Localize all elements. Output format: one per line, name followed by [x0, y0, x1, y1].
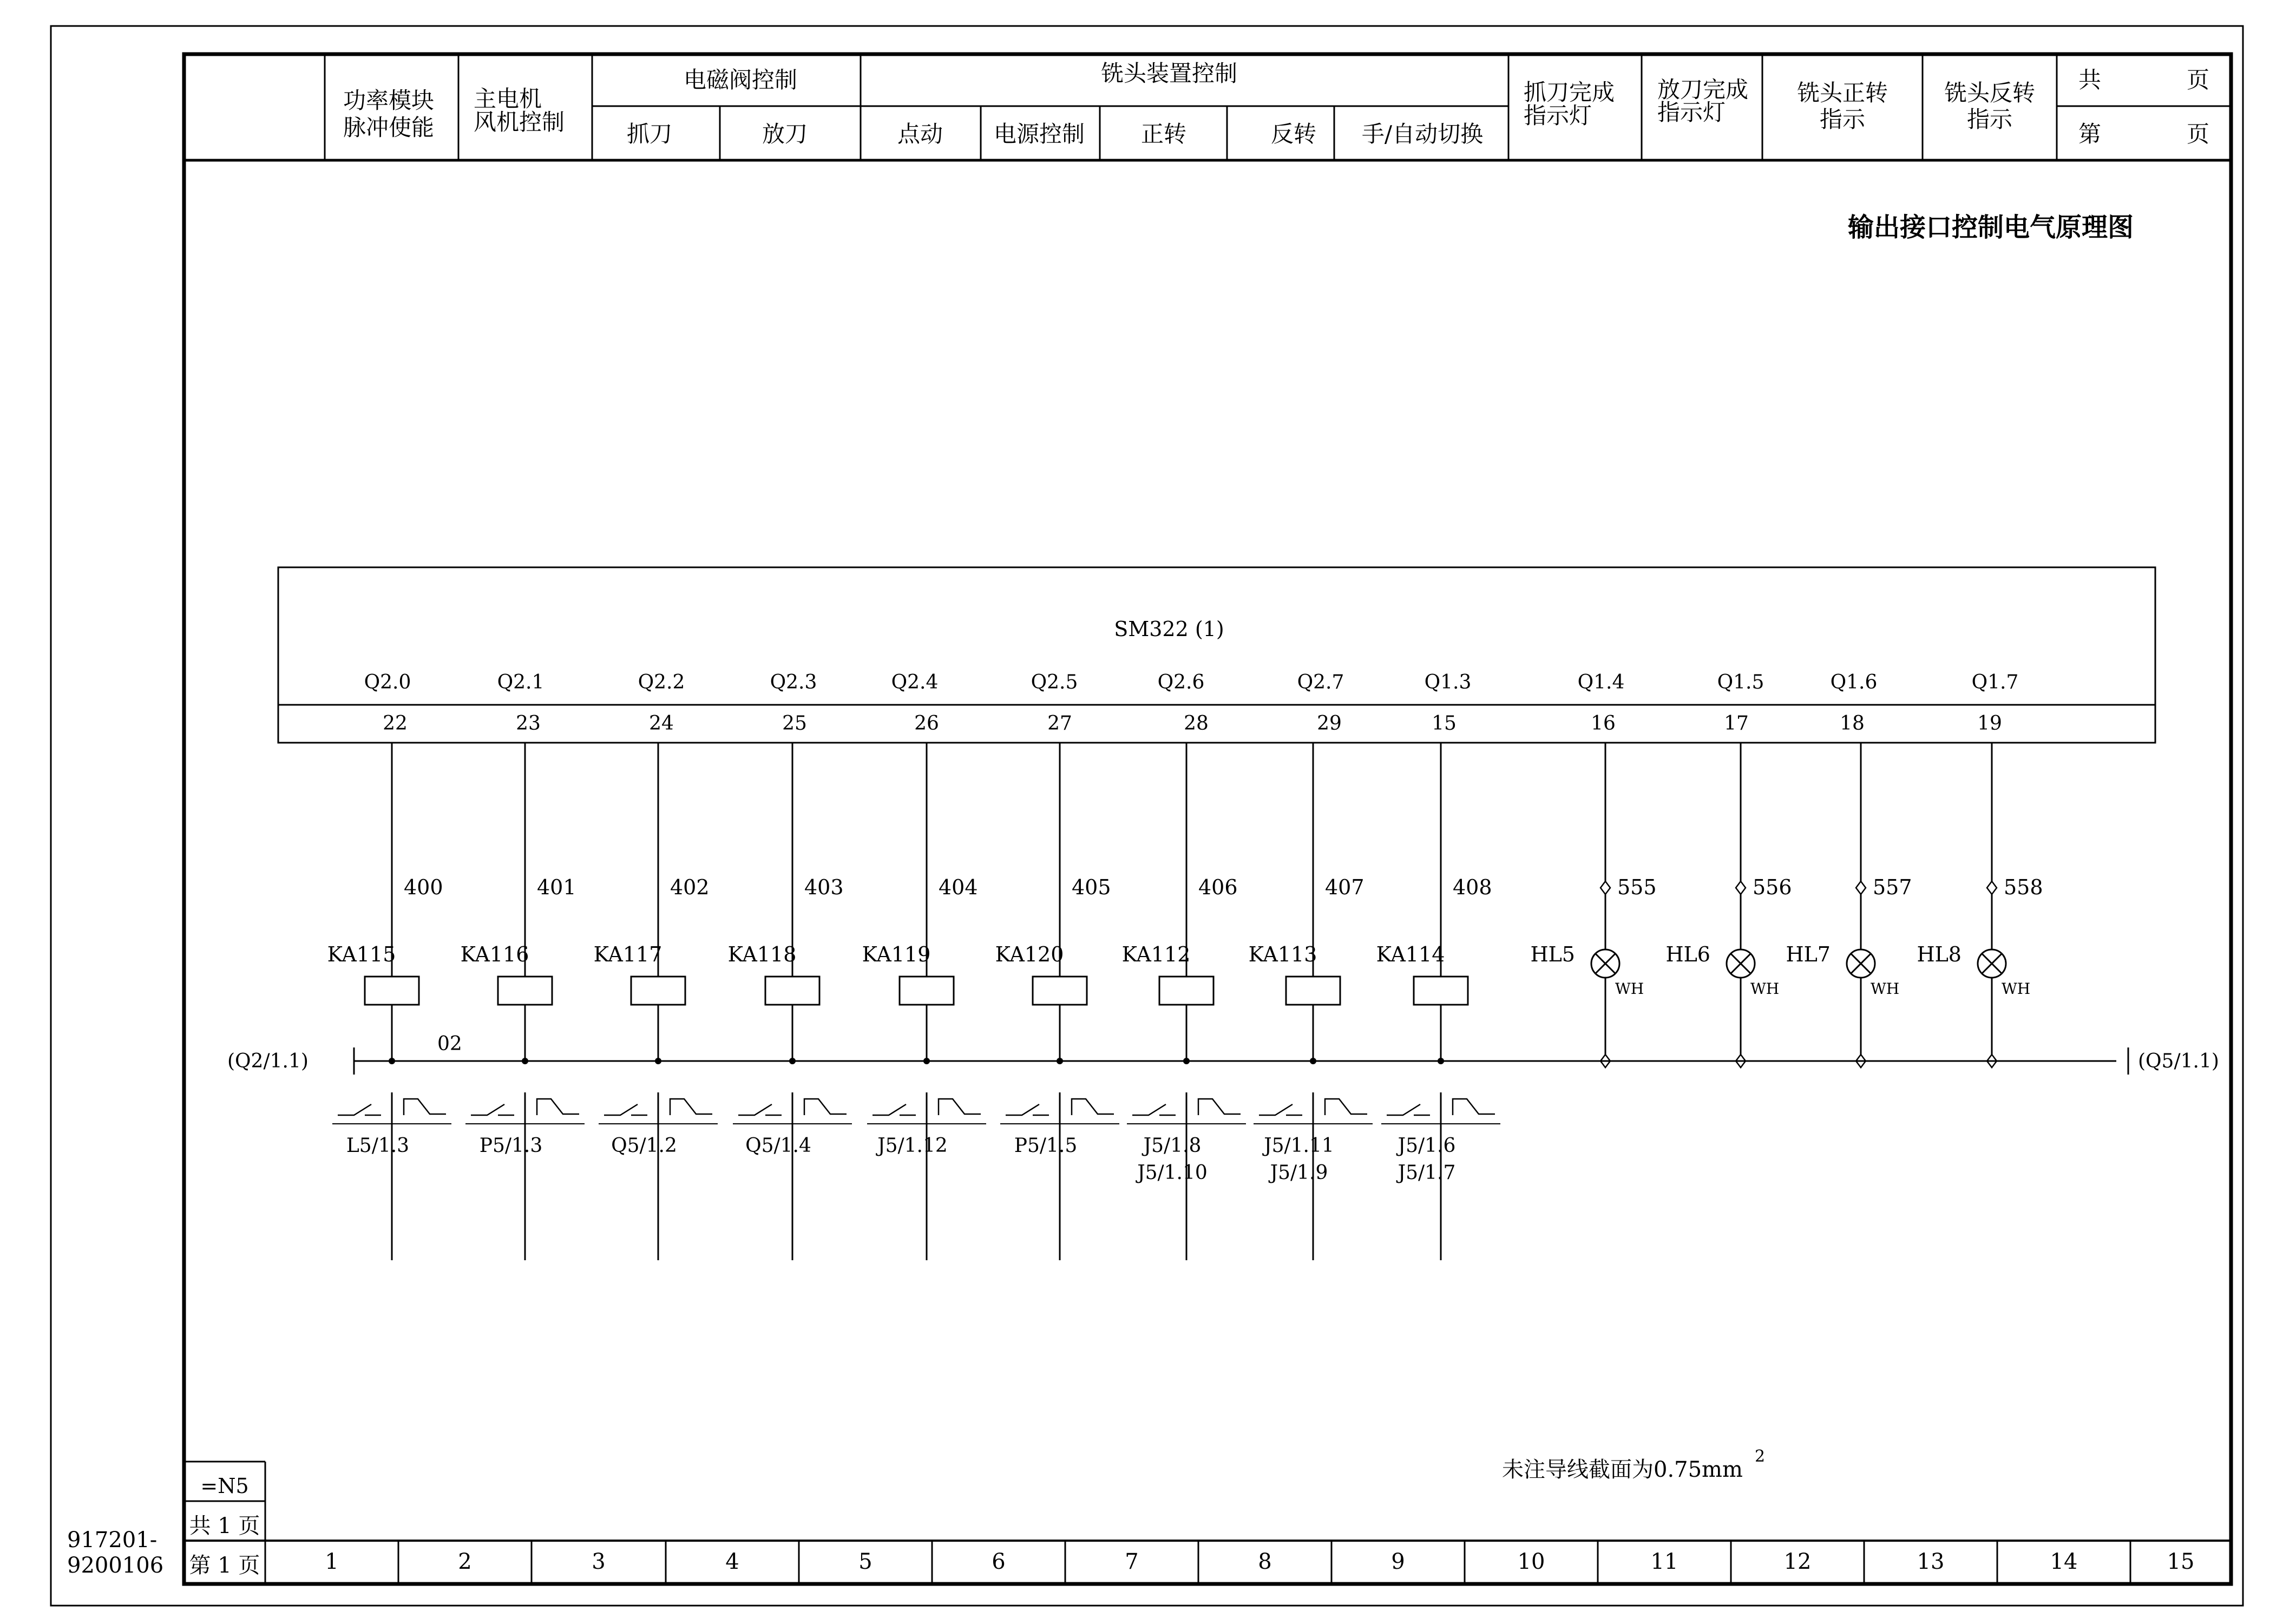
header-jog: 点动	[897, 121, 943, 147]
drawing-frame	[184, 54, 2231, 1584]
relay-coil	[631, 977, 685, 1005]
relay-coil	[1159, 977, 1213, 1005]
relay-contact-ref: J5/1.8	[1143, 1135, 1202, 1157]
plc-output-pin: 22	[383, 712, 408, 735]
terminal-diamond	[1987, 881, 1997, 894]
relay-coil	[365, 977, 419, 1005]
column-number: 5	[858, 1549, 873, 1574]
header-fan-control-1: 主电机	[474, 86, 542, 112]
header-rev-indicator-1: 铣头反转	[1944, 80, 2036, 106]
column-number: 4	[725, 1549, 739, 1574]
relay-circuit	[867, 743, 986, 1260]
column-number: 8	[1258, 1549, 1272, 1574]
indicator-lamp-circuit	[1727, 743, 1755, 1068]
header-manual-auto: 手/自动切换	[1361, 121, 1484, 147]
lamp-name: HL8	[1917, 942, 1962, 966]
relay-name: KA115	[327, 942, 396, 966]
relay-contact-ref: Q5/1.4	[745, 1135, 811, 1157]
header-grab: 抓刀	[626, 121, 673, 147]
indicator-lamp-circuit	[1978, 743, 2006, 1068]
relay-contact-ref: J5/1.6	[1398, 1135, 1456, 1157]
header-fwd-indicator-1: 铣头正转	[1796, 80, 1888, 106]
header-fwd-indicator-2: 指示	[1819, 106, 1866, 133]
lamp-name: HL5	[1530, 942, 1575, 966]
common-bus	[354, 1047, 2128, 1075]
column-number: 7	[1125, 1549, 1139, 1574]
relay-contact-ref: J5/1.9	[1270, 1162, 1328, 1184]
plc-output-pin: 27	[1047, 712, 1072, 735]
header-rev-indicator-2: 指示	[1966, 106, 2013, 133]
plc-output-address: Q2.2	[638, 671, 685, 693]
indicator-lamp-circuit	[1591, 743, 1619, 1068]
relay-name: KA119	[862, 942, 931, 966]
nc-contact	[604, 1104, 647, 1115]
column-number: 10	[1517, 1549, 1545, 1574]
relay-wire-number: 402	[670, 875, 710, 899]
plc-output-address: Q1.7	[1971, 671, 2019, 693]
total-pages: 共 1 页	[189, 1514, 260, 1538]
lamp-name: HL7	[1786, 942, 1831, 966]
header-pulse-enable-1: 功率模块	[343, 87, 435, 114]
header-release: 放刀	[762, 121, 808, 147]
header-total-label: 共	[2078, 67, 2102, 93]
bus-left-ref: (Q2/1.1)	[227, 1050, 309, 1072]
relay-coil	[1414, 977, 1468, 1005]
relay-name: KA116	[460, 942, 529, 966]
relay-wire-number: 403	[804, 875, 844, 899]
plc-output-address: Q2.3	[770, 671, 817, 693]
column-number: 14	[2050, 1549, 2078, 1574]
column-number: 11	[1650, 1549, 1678, 1574]
lamp-wire-number: 555	[1617, 875, 1657, 899]
header-fan-control-2: 风机控制	[474, 109, 565, 135]
terminal-diamond	[1600, 881, 1610, 894]
column-number: 6	[992, 1549, 1006, 1574]
nc-contact	[471, 1104, 514, 1115]
relay-contact-ref: J5/1.7	[1398, 1162, 1456, 1184]
drawing-number-1: 917201-	[67, 1528, 158, 1553]
nc-contact	[1006, 1104, 1049, 1115]
relay-wire-number: 406	[1198, 875, 1238, 899]
plc-output-address: Q1.3	[1424, 671, 1472, 693]
nc-contact	[1132, 1104, 1176, 1115]
sheet-border	[51, 26, 2243, 1606]
drawing-number-2: 9200106	[67, 1553, 164, 1578]
header-solenoid-group: 电磁阀控制	[683, 67, 798, 93]
column-number: 1	[325, 1549, 339, 1574]
no-contact	[939, 1099, 981, 1115]
no-contact	[1198, 1099, 1241, 1115]
relay-circuit	[332, 743, 451, 1260]
relay-name: KA118	[727, 942, 797, 966]
indicator-lamp-circuit	[1847, 743, 1875, 1068]
relay-contact-ref: P5/1.3	[479, 1135, 543, 1157]
relay-coil	[1033, 977, 1087, 1005]
no-contact	[1325, 1099, 1367, 1115]
header-power-control: 电源控制	[993, 121, 1085, 147]
plc-output-pin: 17	[1724, 712, 1749, 735]
nc-contact	[873, 1104, 916, 1115]
plc-output-pin: 29	[1317, 712, 1342, 735]
relay-name: KA117	[593, 942, 662, 966]
plc-output-pin: 16	[1591, 712, 1616, 735]
relay-contact-ref: J5/1.10	[1137, 1162, 1208, 1184]
plc-output-address: Q2.1	[497, 671, 545, 693]
terminal-diamond	[1736, 881, 1746, 894]
lamp-color: WH	[1750, 980, 1780, 998]
plc-output-pin: 15	[1432, 712, 1457, 735]
relay-coil	[765, 977, 819, 1005]
column-number: 2	[458, 1549, 472, 1574]
no-contact	[404, 1099, 446, 1115]
lamp-wire-number: 558	[2004, 875, 2043, 899]
relay-wire-number: 400	[404, 875, 443, 899]
current-page: 第 1 页	[189, 1553, 260, 1578]
plc-output-pin: 28	[1184, 712, 1209, 735]
relay-coil	[900, 977, 954, 1005]
nc-contact	[738, 1104, 782, 1115]
lamp-color: WH	[1871, 980, 1900, 998]
plc-output-pin: 26	[914, 712, 939, 735]
relay-wire-number: 401	[537, 875, 576, 899]
relay-wire-number: 404	[939, 875, 978, 899]
header-release-done-2: 指示灯	[1657, 99, 1726, 126]
nc-contact	[1259, 1104, 1302, 1115]
relay-name: KA112	[1121, 942, 1191, 966]
relay-circuit	[599, 743, 718, 1260]
header-milling-group: 铣头装置控制	[1100, 60, 1238, 87]
plc-output-pin: 18	[1840, 712, 1865, 735]
cross-section-note-sup: 2	[1755, 1447, 1766, 1466]
plc-module	[278, 567, 2155, 743]
equipment-code: =N5	[200, 1474, 249, 1498]
column-number: 9	[1391, 1549, 1405, 1574]
lamp-wire-number: 556	[1753, 875, 1792, 899]
column-number: 3	[592, 1549, 606, 1574]
plc-name: SM322 (1)	[1114, 617, 1224, 641]
relay-name: KA113	[1248, 942, 1317, 966]
header-reverse: 反转	[1270, 121, 1317, 147]
relay-name: KA114	[1376, 942, 1445, 966]
bus-wire-label: 02	[437, 1033, 462, 1055]
plc-output-address: Q2.5	[1031, 671, 1078, 693]
relay-circuit	[733, 743, 852, 1260]
relay-contact-ref: L5/1.3	[346, 1135, 410, 1157]
relay-contact-ref: J5/1.12	[877, 1135, 948, 1157]
column-number: 12	[1783, 1549, 1812, 1574]
lamp-color: WH	[2002, 980, 2031, 998]
bus-right-ref: (Q5/1.1)	[2138, 1050, 2219, 1072]
lamp-wire-number: 557	[1873, 875, 1912, 899]
column-number: 15	[2167, 1549, 2195, 1574]
relay-coil	[1286, 977, 1340, 1005]
header-page-label: 第	[2078, 121, 2102, 147]
plc-output-address: Q2.0	[364, 671, 411, 693]
relay-circuit	[1000, 743, 1119, 1260]
no-contact	[1453, 1099, 1495, 1115]
nc-contact	[338, 1104, 381, 1115]
cross-section-note: 未注导线截面为0.75mm	[1502, 1457, 1743, 1482]
no-contact	[670, 1099, 712, 1115]
header-grab-done-1: 抓刀完成	[1524, 79, 1615, 106]
relay-wire-number: 408	[1453, 875, 1492, 899]
relay-coil	[498, 977, 552, 1005]
plc-output-address: Q1.5	[1717, 671, 1764, 693]
nc-contact	[1387, 1104, 1430, 1115]
relay-name: KA120	[995, 942, 1064, 966]
terminal-diamond	[1856, 881, 1866, 894]
lamp-name: HL6	[1665, 942, 1710, 966]
plc-output-address: Q2.7	[1297, 671, 1344, 693]
header-release-done-1: 放刀完成	[1657, 76, 1749, 103]
no-contact	[537, 1099, 579, 1115]
column-number: 13	[1917, 1549, 1945, 1574]
relay-contact-ref: Q5/1.2	[611, 1135, 677, 1157]
plc-output-pin: 24	[649, 712, 674, 735]
relay-wire-number: 407	[1325, 875, 1365, 899]
relay-circuit	[465, 743, 585, 1260]
relay-contact-ref: P5/1.5	[1014, 1135, 1078, 1157]
header-page-unit: 页	[2187, 121, 2210, 147]
plc-output-address: Q2.6	[1157, 671, 1205, 693]
header-forward: 正转	[1140, 121, 1187, 147]
drawing-title: 输出接口控制电气原理图	[1847, 212, 2134, 243]
header-grab-done-2: 指示灯	[1524, 102, 1592, 129]
plc-output-address: Q1.4	[1577, 671, 1625, 693]
lamp-color: WH	[1615, 980, 1644, 998]
plc-output-address: Q2.4	[891, 671, 939, 693]
plc-output-pin: 25	[782, 712, 807, 735]
no-contact	[804, 1099, 847, 1115]
relay-contact-ref: J5/1.11	[1264, 1135, 1334, 1157]
no-contact	[1072, 1099, 1114, 1115]
relay-wire-number: 405	[1072, 875, 1111, 899]
plc-output-address: Q1.6	[1830, 671, 1878, 693]
header-pulse-enable-2: 脉冲使能	[343, 114, 435, 141]
plc-output-pin: 23	[516, 712, 541, 735]
header-total-unit: 页	[2187, 67, 2210, 93]
plc-output-pin: 19	[1977, 712, 2002, 735]
